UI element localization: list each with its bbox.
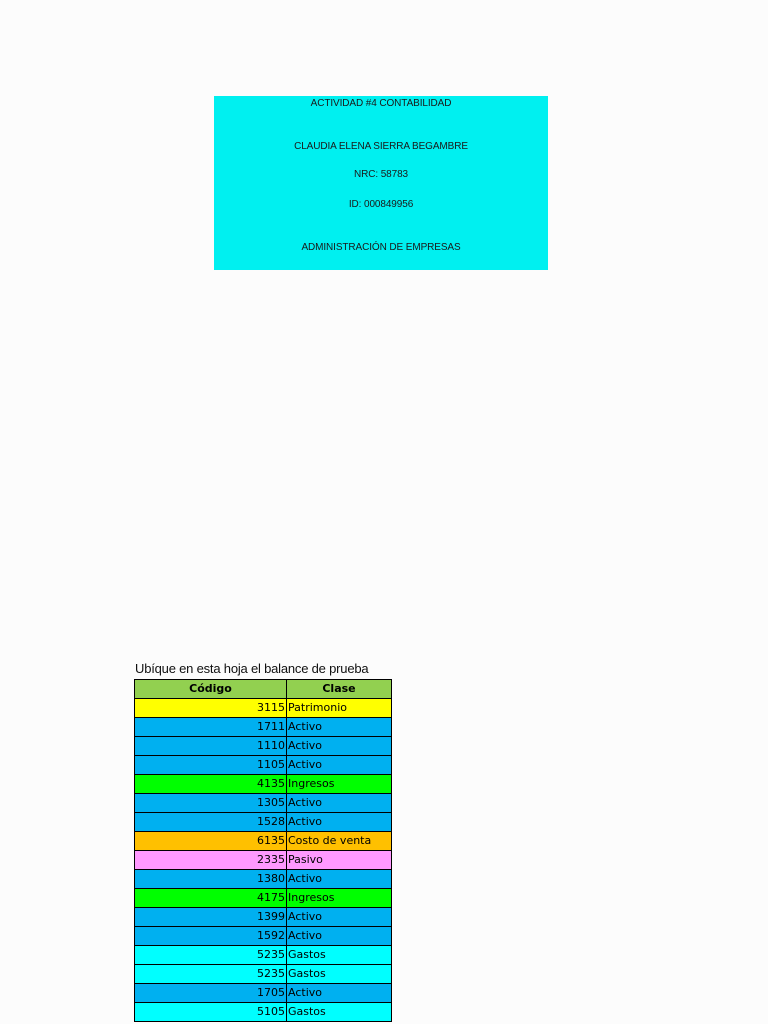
table-row (135, 946, 392, 965)
cell-code: 1528 (135, 813, 287, 832)
cell-code: 5105 (135, 1003, 287, 1022)
cell-code: 1592 (135, 927, 287, 946)
cell-class: Activo (287, 813, 392, 832)
table-row (135, 737, 392, 756)
cell-class: Activo (287, 737, 392, 756)
cell-class: Gastos (287, 1003, 392, 1022)
cell-code: 1110 (135, 737, 287, 756)
nrc-label: NRC: 58783 (353, 169, 409, 180)
table-row (135, 794, 392, 813)
activity-title: ACTIVIDAD #4 CONTABILIDAD (310, 98, 452, 109)
cell-code: 1305 (135, 794, 287, 813)
cell-code: 3115 (135, 699, 287, 718)
table-row (135, 851, 392, 870)
table-row (135, 870, 392, 889)
id-label: ID: 000849956 (348, 199, 414, 210)
cell-class: Activo (287, 870, 392, 889)
table-row (135, 965, 392, 984)
table-row (135, 813, 392, 832)
student-name: CLAUDIA ELENA SIERRA BEGAMBRE (294, 141, 468, 152)
cell-class: Activo (287, 794, 392, 813)
table-row (135, 927, 392, 946)
cell-code: 1105 (135, 756, 287, 775)
table-row (135, 775, 392, 794)
cell-class: Gastos (287, 946, 392, 965)
cell-code: 1711 (135, 718, 287, 737)
cell-class: Ingresos (287, 889, 392, 908)
cell-class: Ingresos (287, 775, 392, 794)
cell-class: Patrimonio (287, 699, 392, 718)
column-header-class: Clase (287, 680, 392, 699)
cell-code: 2335 (135, 851, 287, 870)
cell-class: Gastos (287, 965, 392, 984)
table-row (135, 756, 392, 775)
cell-code: 1380 (135, 870, 287, 889)
table-row (135, 984, 392, 1003)
instruction-text: Ubíque en esta hoja el balance de prueba (135, 661, 369, 676)
title-box (214, 96, 548, 270)
table-body (135, 699, 392, 1022)
cell-class: Costo de venta (287, 832, 392, 851)
trial-balance-table (134, 679, 392, 1022)
program-label: ADMINISTRACIÓN DE EMPRESAS (301, 242, 461, 253)
cell-code: 4175 (135, 889, 287, 908)
table-row (135, 1003, 392, 1022)
cell-class: Activo (287, 718, 392, 737)
cell-code: 4135 (135, 775, 287, 794)
cell-class: Activo (287, 927, 392, 946)
table-row (135, 908, 392, 927)
cell-code: 5235 (135, 946, 287, 965)
cell-code: 5235 (135, 965, 287, 984)
table-row (135, 889, 392, 908)
cell-class: Activo (287, 908, 392, 927)
cell-code: 6135 (135, 832, 287, 851)
cell-class: Pasivo (287, 851, 392, 870)
cell-code: 1705 (135, 984, 287, 1003)
cell-class: Activo (287, 756, 392, 775)
cell-code: 1399 (135, 908, 287, 927)
table-row (135, 718, 392, 737)
table-header-row (135, 680, 392, 699)
table-row (135, 699, 392, 718)
column-header-code: Código (135, 680, 287, 699)
cell-class: Activo (287, 984, 392, 1003)
table-row (135, 832, 392, 851)
